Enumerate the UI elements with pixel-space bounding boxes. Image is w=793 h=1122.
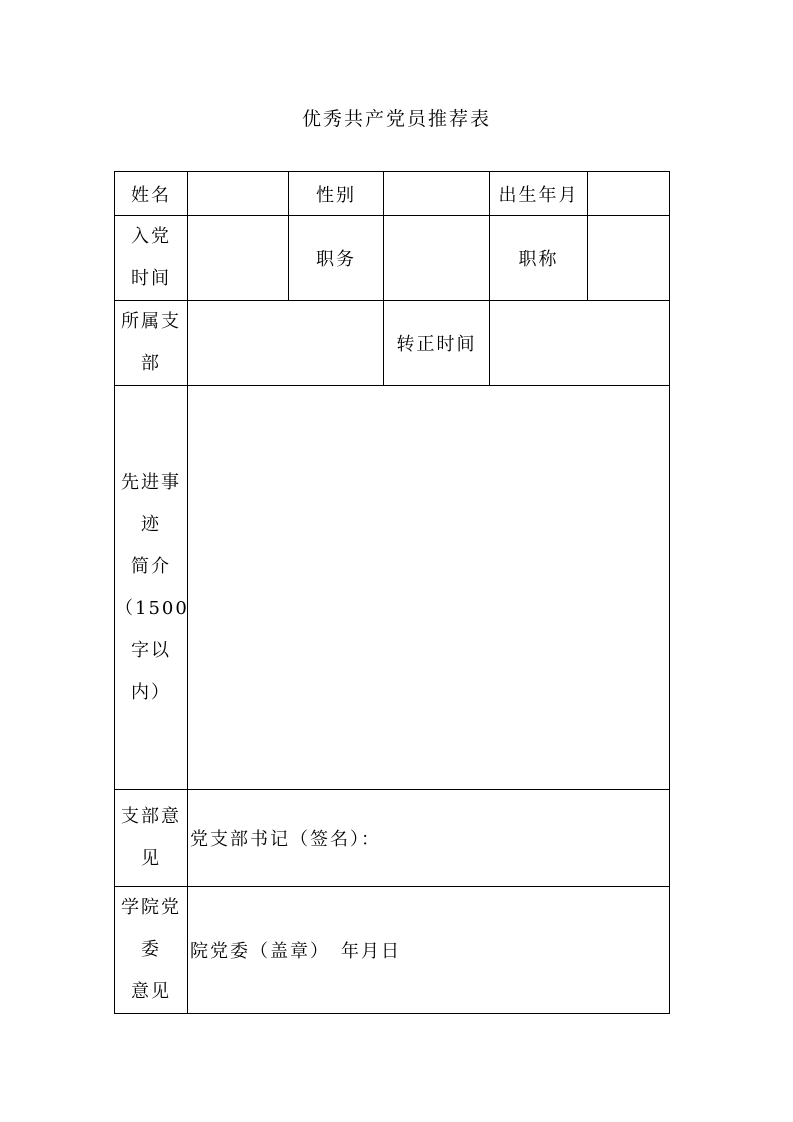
recommendation-form-table	[114, 171, 670, 1014]
join-party-time-label: 入党 时间	[115, 216, 188, 301]
branch-field[interactable]	[188, 301, 384, 386]
professional-title-field[interactable]	[588, 216, 670, 301]
committee-seal-text: 院党委（盖章） 年月日	[190, 941, 401, 962]
college-committee-opinion-label: 学院党 委 意见	[115, 887, 188, 1014]
branch-label: 所属支 部	[115, 301, 188, 386]
regular-member-time-label: 转正时间	[384, 301, 490, 386]
name-field[interactable]	[188, 172, 289, 216]
deeds-summary-label: 先进事 迹 简介 （1500 字以 内）	[115, 386, 188, 790]
row-college-opinion	[115, 887, 670, 1014]
birth-date-label: 出生年月	[490, 172, 588, 216]
deeds-summary-field[interactable]	[188, 386, 670, 790]
birth-date-field[interactable]	[588, 172, 670, 216]
row-branch-info	[115, 301, 670, 386]
college-committee-opinion-field[interactable]	[188, 887, 670, 1014]
professional-title-label: 职称	[490, 216, 588, 301]
position-label: 职务	[289, 216, 384, 301]
regular-member-time-field[interactable]	[490, 301, 670, 386]
branch-opinion-label: 支部意 见	[115, 790, 188, 887]
row-party-info	[115, 216, 670, 301]
row-deeds	[115, 386, 670, 790]
name-label: 姓名	[115, 172, 188, 216]
branch-opinion-field[interactable]	[188, 790, 670, 887]
secretary-signature-text: 党支部书记（签名）：	[190, 829, 381, 850]
gender-field[interactable]	[384, 172, 490, 216]
gender-label: 性别	[289, 172, 384, 216]
row-branch-opinion	[115, 790, 670, 887]
row-basic-info	[115, 172, 670, 216]
join-party-time-field[interactable]	[188, 216, 289, 301]
position-field[interactable]	[384, 216, 490, 301]
page-title: 优秀共产党员推荐表	[301, 108, 491, 130]
